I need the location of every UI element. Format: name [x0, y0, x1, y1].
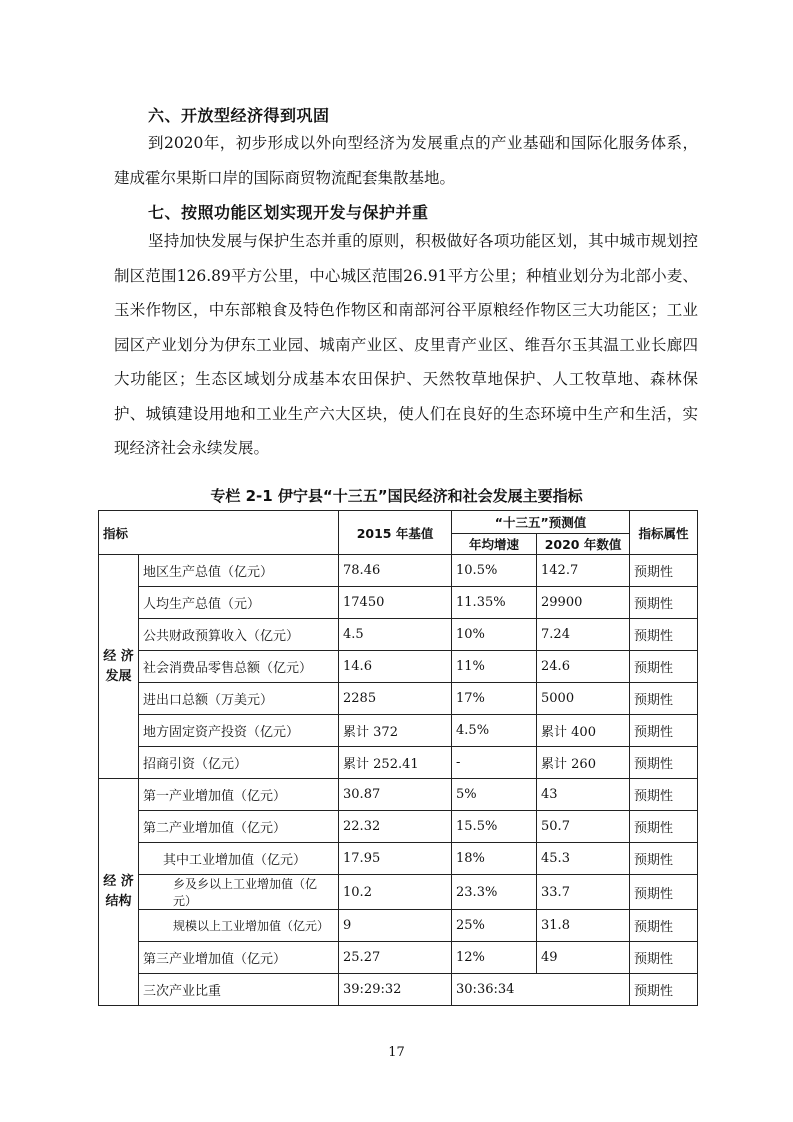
annual-growth-cell: 5%	[452, 779, 537, 811]
annual-growth-cell: 4.5%	[452, 715, 537, 747]
attribute-cell: 预期性	[630, 779, 698, 811]
indicator-name-cell: 人均生产总值（元）	[139, 587, 339, 619]
annual-growth-cell: 15.5%	[452, 811, 537, 843]
header-attribute: 指标属性	[630, 511, 698, 555]
annual-growth-cell: 11.35%	[452, 587, 537, 619]
section-heading-open-economy: 六、开放型经济得到巩固	[148, 106, 330, 125]
annual-growth-cell: 18%	[452, 843, 537, 875]
indicator-name-cell: 其中工业增加值（亿元）	[139, 843, 339, 875]
attribute-cell: 预期性	[630, 715, 698, 747]
indicator-name-cell: 第二产业增加值（亿元）	[139, 811, 339, 843]
header-value-2020: 2020 年数值	[537, 534, 630, 555]
indicator-name-cell: 进出口总额（万美元）	[139, 683, 339, 715]
table-row	[99, 555, 698, 587]
table-row	[99, 619, 698, 651]
header-forecast: “十三五”预测值	[452, 511, 630, 534]
value-2020-cell: 45.3	[537, 843, 630, 875]
base-2015-cell: 25.27	[339, 942, 452, 974]
table-row	[99, 843, 698, 875]
base-2015-cell: 39:29:32	[339, 974, 452, 1006]
table-row	[99, 910, 698, 942]
indicator-name-cell: 第一产业增加值（亿元）	[139, 779, 339, 811]
table-row	[99, 974, 698, 1006]
table-row	[99, 715, 698, 747]
value-2020-cell: 50.7	[537, 811, 630, 843]
header-base-2015: 2015 年基值	[339, 511, 452, 555]
value-2020-cell: 49	[537, 942, 630, 974]
attribute-cell: 预期性	[630, 942, 698, 974]
table-row	[99, 811, 698, 843]
value-2020-cell: 累计 260	[537, 747, 630, 779]
section-heading-functional-zoning: 七、按照功能区划实现开发与保护并重	[148, 203, 429, 222]
attribute-cell: 预期性	[630, 555, 698, 587]
header-indicator: 指标	[99, 511, 339, 555]
attribute-cell: 预期性	[630, 587, 698, 619]
table-row	[99, 875, 698, 910]
annual-growth-cell: 17%	[452, 683, 537, 715]
group-label: 经 济 结构	[99, 779, 139, 1006]
base-2015-cell: 累计 252.41	[339, 747, 452, 779]
base-2015-cell: 78.46	[339, 555, 452, 587]
page-number: 17	[388, 1045, 405, 1060]
value-2020-cell: 7.24	[537, 619, 630, 651]
base-2015-cell: 10.2	[339, 875, 452, 910]
base-2015-cell: 17450	[339, 587, 452, 619]
value-2020-cell: 5000	[537, 683, 630, 715]
value-2020-cell: 142.7	[537, 555, 630, 587]
indicators-table-body	[99, 555, 698, 1006]
indicator-name-cell: 三次产业比重	[139, 974, 339, 1006]
indicator-name-cell: 地区生产总值（亿元）	[139, 555, 339, 587]
table-row	[99, 779, 698, 811]
value-2020-cell: 29900	[537, 587, 630, 619]
group-label: 经 济 发展	[99, 555, 139, 779]
forecast-ratio-cell: 30:36:34	[452, 974, 630, 1006]
value-2020-cell: 累计 400	[537, 715, 630, 747]
attribute-cell: 预期性	[630, 910, 698, 942]
header-annual-growth: 年均增速	[452, 534, 537, 555]
annual-growth-cell: 25%	[452, 910, 537, 942]
annual-growth-cell: -	[452, 747, 537, 779]
base-2015-cell: 2285	[339, 683, 452, 715]
indicator-name-cell: 社会消费品零售总额（亿元）	[139, 651, 339, 683]
table-row	[99, 587, 698, 619]
indicator-name-cell: 公共财政预算收入（亿元）	[139, 619, 339, 651]
value-2020-cell: 33.7	[537, 875, 630, 910]
table-caption: 专栏 2-1 伊宁县“十三五”国民经济和社会发展主要指标	[210, 487, 583, 505]
table-row	[99, 942, 698, 974]
table-row	[99, 683, 698, 715]
value-2020-cell: 24.6	[537, 651, 630, 683]
attribute-cell: 预期性	[630, 619, 698, 651]
attribute-cell: 预期性	[630, 651, 698, 683]
indicator-name-cell: 乡及乡以上工业增加值（亿元）	[139, 875, 339, 910]
annual-growth-cell: 12%	[452, 942, 537, 974]
section-paragraph-functional-zoning: 坚持加快发展与保护生态并重的原则，积极做好各项功能区划，其中城市规划控制区范围126.89平方公里，中心城区范围26.91平方公里；种植业划分为北部小麦、玉米作物区，中东部粮食及特色作物区和南部河谷平原粮经作物区三大功能区；工业园区产业划分为伊东工业园、城南产业区、皮里青产业区、维吾尔玉其温工业长廊四大功能区；生态区域划分成基本农田保护、天然牧草地保护、人工牧草地、森林保护、城镇建设用地和工业生产六大区块，使人们在良好的生态环境中生产和生活，实现经济社会永续发展。	[114, 232, 698, 457]
base-2015-cell: 22.32	[339, 811, 452, 843]
annual-growth-cell: 23.3%	[452, 875, 537, 910]
indicator-name-cell: 招商引资（亿元）	[139, 747, 339, 779]
base-2015-cell: 累计 372	[339, 715, 452, 747]
indicator-name-cell: 规模以上工业增加值（亿元）	[139, 910, 339, 942]
attribute-cell: 预期性	[630, 974, 698, 1006]
annual-growth-cell: 10%	[452, 619, 537, 651]
base-2015-cell: 17.95	[339, 843, 452, 875]
base-2015-cell: 14.6	[339, 651, 452, 683]
table-row	[99, 747, 698, 779]
value-2020-cell: 43	[537, 779, 630, 811]
section-paragraph-open-economy: 到2020年，初步形成以外向型经济为发展重点的产业基础和国际化服务体系，建成霍尔果斯口岸的国际商贸物流配套集散基地。	[114, 134, 698, 187]
base-2015-cell: 30.87	[339, 779, 452, 811]
annual-growth-cell: 10.5%	[452, 555, 537, 587]
annual-growth-cell: 11%	[452, 651, 537, 683]
indicator-name-cell: 地方固定资产投资（亿元）	[139, 715, 339, 747]
table-row	[99, 651, 698, 683]
base-2015-cell: 4.5	[339, 619, 452, 651]
value-2020-cell: 31.8	[537, 910, 630, 942]
attribute-cell: 预期性	[630, 811, 698, 843]
base-2015-cell: 9	[339, 910, 452, 942]
indicators-table	[98, 510, 698, 1006]
attribute-cell: 预期性	[630, 747, 698, 779]
indicator-name-cell: 第三产业增加值（亿元）	[139, 942, 339, 974]
attribute-cell: 预期性	[630, 875, 698, 910]
attribute-cell: 预期性	[630, 683, 698, 715]
attribute-cell: 预期性	[630, 843, 698, 875]
